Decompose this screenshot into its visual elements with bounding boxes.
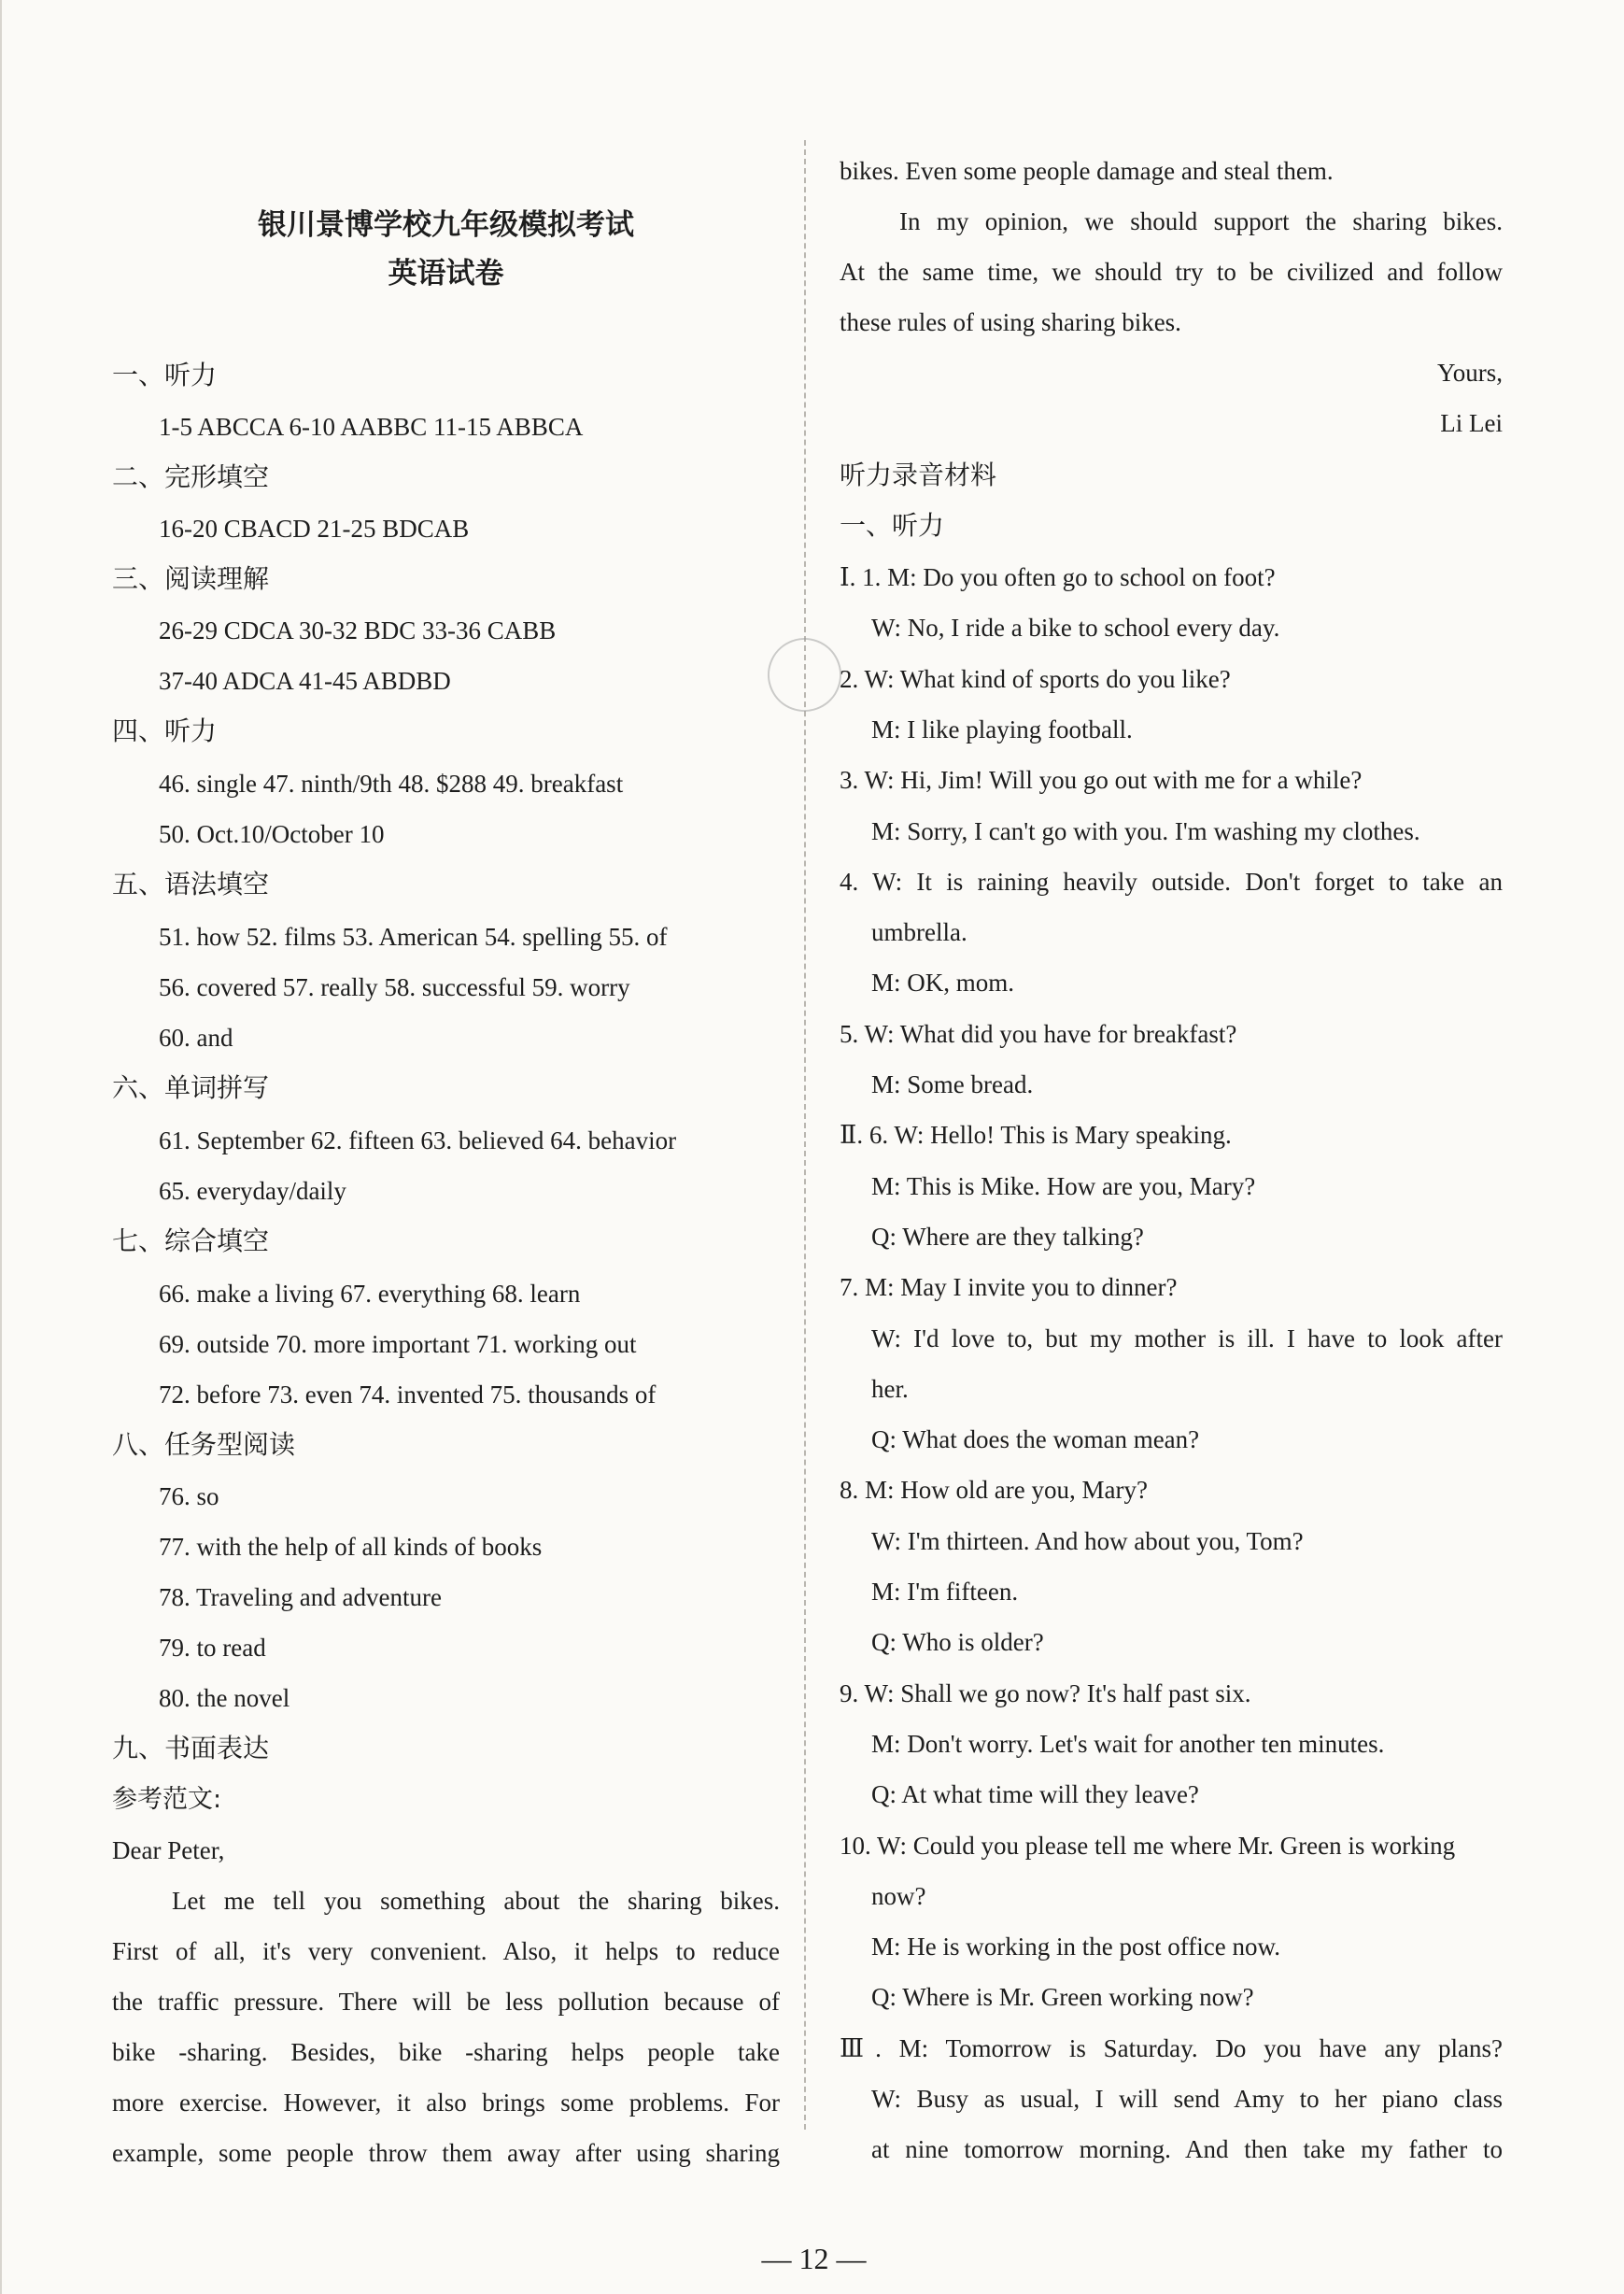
answer-line: 51. how 52. films 53. American 54. spelling 55. of	[159, 923, 668, 951]
section-heading: 八、任务型阅读	[112, 1429, 296, 1460]
answer-line: 69. outside 70. more important 71. working out	[159, 1330, 637, 1358]
answer-line: 50. Oct.10/October 10	[159, 820, 385, 848]
essay-line: First of all, it's very convenient. Also, it helps to reduce	[112, 1937, 780, 1965]
answer-line: 72. before 73. even 74. invented 75. thousands of	[159, 1381, 657, 1409]
answer-line: 1-5 ABCCA 6-10 AABBC 11-15 ABBCA	[159, 413, 584, 441]
essay-line: In my opinion, we should support the sharing bikes.	[899, 207, 1503, 235]
transcript-line: M: Sorry, I can't go with you. I'm washing my clothes.	[871, 817, 1420, 845]
answer-line: 79. to read	[159, 1634, 266, 1662]
transcript-line: Q: Who is older?	[871, 1628, 1044, 1656]
transcript-line: 10. W: Could you please tell me where Mr. Green is working	[840, 1832, 1456, 1860]
transcript-line: M: I like playing football.	[871, 715, 1133, 743]
transcript-line: 9. W: Shall we go now? It's half past six.	[840, 1679, 1251, 1707]
essay-line: example, some people throw them away after using sharing	[112, 2139, 780, 2167]
answer-line: 78. Traveling and adventure	[159, 1583, 442, 1611]
essay-line: bikes. Even some people damage and steal them.	[840, 157, 1334, 185]
section-heading: 七、综合填空	[112, 1225, 270, 1256]
exam-title: 银川景博学校九年级模拟考试	[258, 208, 634, 242]
transcript-line: M: I'm fifteen.	[871, 1578, 1019, 1606]
letter-closing: Yours,	[1436, 359, 1503, 387]
transcript-line: W: Busy as usual, I will send Amy to her piano class	[871, 2085, 1503, 2113]
letter-salutation: Dear Peter,	[112, 1836, 225, 1864]
answer-line: 80. the novel	[159, 1684, 290, 1712]
page-number: — 12 —	[761, 2242, 867, 2275]
transcript-line: M: He is working in the post office now.	[871, 1933, 1280, 1961]
answer-line: 76. so	[159, 1482, 219, 1510]
sample-essay-label: 参考范文:	[112, 1785, 222, 1814]
transcript-line: W: I'd love to, but my mother is ill. I have to look after	[871, 1324, 1503, 1352]
exam-subtitle: 英语试卷	[388, 257, 504, 290]
section-heading: 五、语法填空	[112, 869, 270, 899]
transcript-line: 5. W: What did you have for breakfast?	[840, 1020, 1237, 1048]
transcript-line: Q: At what time will they leave?	[871, 1780, 1199, 1808]
essay-line: more exercise. However, it also brings some problems. For	[112, 2089, 780, 2117]
transcript-line: M: OK, mom.	[871, 969, 1015, 997]
section-heading: 九、书面表达	[112, 1733, 270, 1763]
transcript-line: Q: Where is Mr. Green working now?	[871, 1983, 1254, 2011]
transcript-line: 8. M: How old are you, Mary?	[840, 1476, 1148, 1504]
transcript-line: Ⅲ. M: Tomorrow is Saturday. Do you have any plans?	[840, 2034, 1503, 2062]
section-heading: 四、听力	[112, 715, 218, 746]
transcript-line: 4. W: It is raining heavily outside. Don't forget to take an	[840, 868, 1503, 896]
section-heading: 六、单词拼写	[112, 1072, 270, 1103]
transcript-title: 听力录音材料	[840, 460, 997, 490]
transcript-line: 7. M: May I invite you to dinner?	[840, 1273, 1178, 1301]
answer-line: 56. covered 57. really 58. successful 59. worry	[159, 973, 630, 1001]
transcript-line: at nine tomorrow morning. And then take my father to	[871, 2135, 1503, 2163]
transcript-section-heading: 一、听力	[840, 510, 945, 541]
section-heading: 二、完形填空	[112, 461, 270, 492]
transcript-line: W: I'm thirteen. And how about you, Tom?	[871, 1527, 1304, 1555]
answer-line: 37-40 ADCA 41-45 ABDBD	[159, 667, 451, 695]
transcript-line: 2. W: What kind of sports do you like?	[840, 665, 1231, 693]
transcript-line: Q: What does the woman mean?	[871, 1425, 1200, 1453]
transcript-line: M: Don't worry. Let's wait for another ten minutes.	[871, 1730, 1385, 1758]
section-heading: 三、阅读理解	[112, 563, 270, 594]
transcript-line: W: No, I ride a bike to school every day.	[871, 614, 1280, 642]
transcript-line: her.	[871, 1375, 909, 1403]
transcript-line: umbrella.	[871, 918, 967, 946]
answer-line: 77. with the help of all kinds of books	[159, 1533, 543, 1561]
essay-line: the traffic pressure. There will be less pollution because of	[112, 1988, 780, 2016]
essay-line: Let me tell you something about the sharing bikes.	[172, 1887, 780, 1915]
essay-line: bike -sharing. Besides, bike -sharing helps people take	[112, 2038, 780, 2066]
essay-line: these rules of using sharing bikes.	[840, 308, 1181, 336]
transcript-line: Ⅰ. 1. M: Do you often go to school on foot?	[840, 563, 1276, 591]
transcript-line: now?	[871, 1882, 926, 1910]
answer-line: 46. single 47. ninth/9th 48. $288 49. breakfast	[159, 770, 624, 798]
answer-line: 60. and	[159, 1024, 233, 1052]
column-divider	[804, 140, 806, 2130]
section-heading: 一、听力	[112, 360, 218, 390]
circular-stamp	[756, 626, 854, 724]
transcript-line: 3. W: Hi, Jim! Will you go out with me for a while?	[840, 766, 1363, 794]
transcript-line: M: This is Mike. How are you, Mary?	[871, 1172, 1256, 1200]
answer-line: 65. everyday/daily	[159, 1177, 346, 1205]
answer-line: 66. make a living 67. everything 68. learn	[159, 1280, 581, 1308]
essay-line: At the same time, we should try to be civilized and follow	[840, 258, 1503, 286]
transcript-line: Q: Where are they talking?	[871, 1223, 1144, 1251]
answer-line: 61. September 62. fifteen 63. believed 64. behavior	[159, 1126, 677, 1154]
answer-line: 16-20 CBACD 21-25 BDCAB	[159, 515, 470, 543]
answer-line: 26-29 CDCA 30-32 BDC 33-36 CABB	[159, 616, 557, 644]
letter-signature: Li Lei	[1440, 409, 1503, 437]
transcript-line: M: Some bread.	[871, 1070, 1034, 1098]
transcript-line: Ⅱ. 6. W: Hello! This is Mary speaking.	[840, 1121, 1232, 1149]
